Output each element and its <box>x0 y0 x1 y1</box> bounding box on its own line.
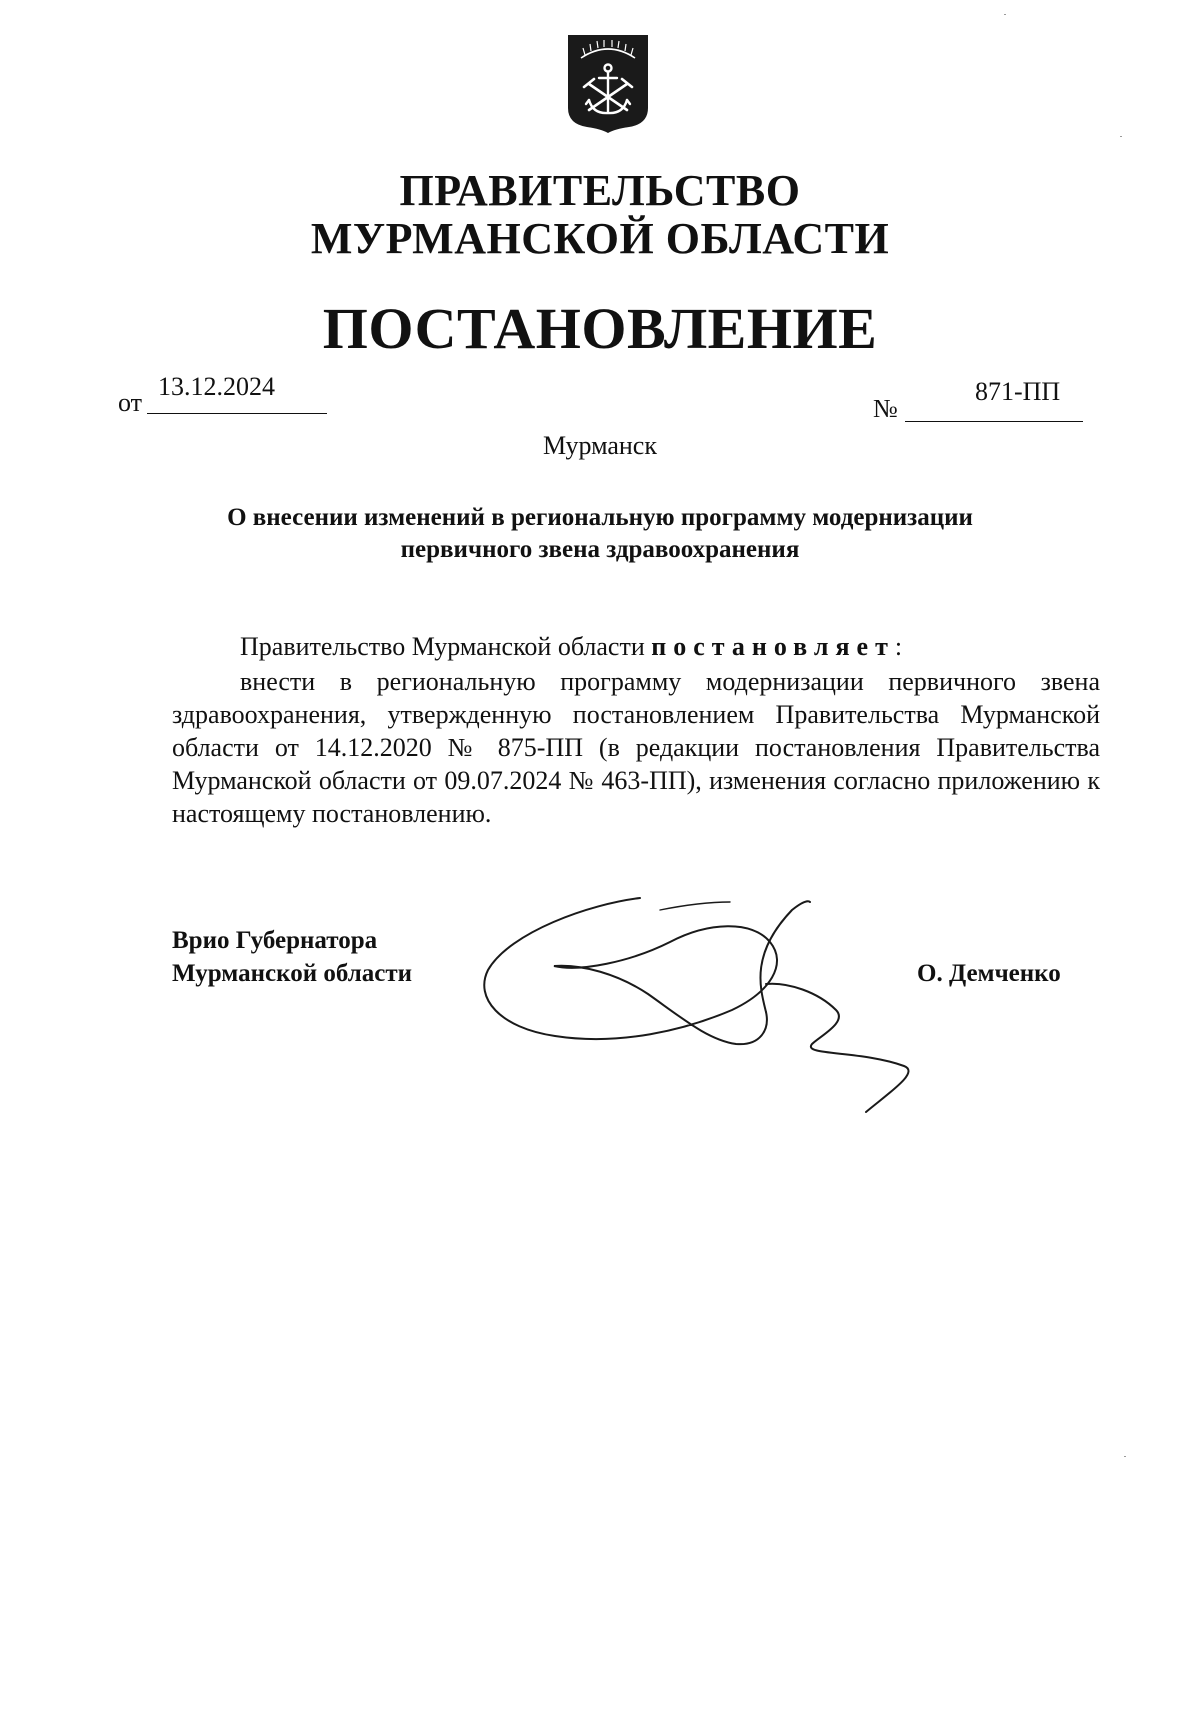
document-date: 13.12.2024 <box>158 372 275 401</box>
document-heading-line2: первичного звена здравоохранения <box>400 536 800 563</box>
scan-speck <box>1004 14 1006 15</box>
intro-prefix: Правительство Мурманской области <box>240 632 645 661</box>
signer-position-line1: Врио Губернатора <box>172 927 378 954</box>
number-prefix: № <box>873 394 898 423</box>
intro-suffix: : <box>894 632 903 661</box>
government-title-line2: МУРМАНСКОЙ ОБЛАСТИ <box>310 214 890 263</box>
document-type-title: ПОСТАНОВЛЕНИЕ <box>322 296 878 361</box>
document-number: 871-ПП <box>975 377 1061 406</box>
government-title-line1: ПРАВИТЕЛЬСТВО <box>399 166 801 215</box>
handwritten-signature-icon <box>470 880 930 1120</box>
scan-speck <box>1124 1456 1126 1457</box>
scan-speck <box>1120 136 1122 137</box>
document-heading-line1: О внесении изменений в региональную программу модернизации <box>227 504 973 531</box>
date-underline <box>147 413 327 414</box>
decree-paragraph: внести в региональную программу модернизации первичного звена здравоохранения, утвержденную постановлением Правительства Мурманской области от 14.12.2020 № 875-ПП (в редакции постановления Правительства Мурманской области от 09.07.2024 № 463-ПП), изменения согласно приложению к настоящему постановлению. <box>172 667 1100 828</box>
number-underline <box>905 421 1083 422</box>
document-city: Мурманск <box>543 431 657 460</box>
date-prefix: от <box>118 388 143 417</box>
decree-intro <box>240 630 902 663</box>
coat-of-arms-icon <box>567 34 649 134</box>
decree-word: постановляет <box>651 632 895 661</box>
signer-position-line2: Мурманской области <box>172 960 413 987</box>
signer-name: О. Демченко <box>917 960 1061 987</box>
